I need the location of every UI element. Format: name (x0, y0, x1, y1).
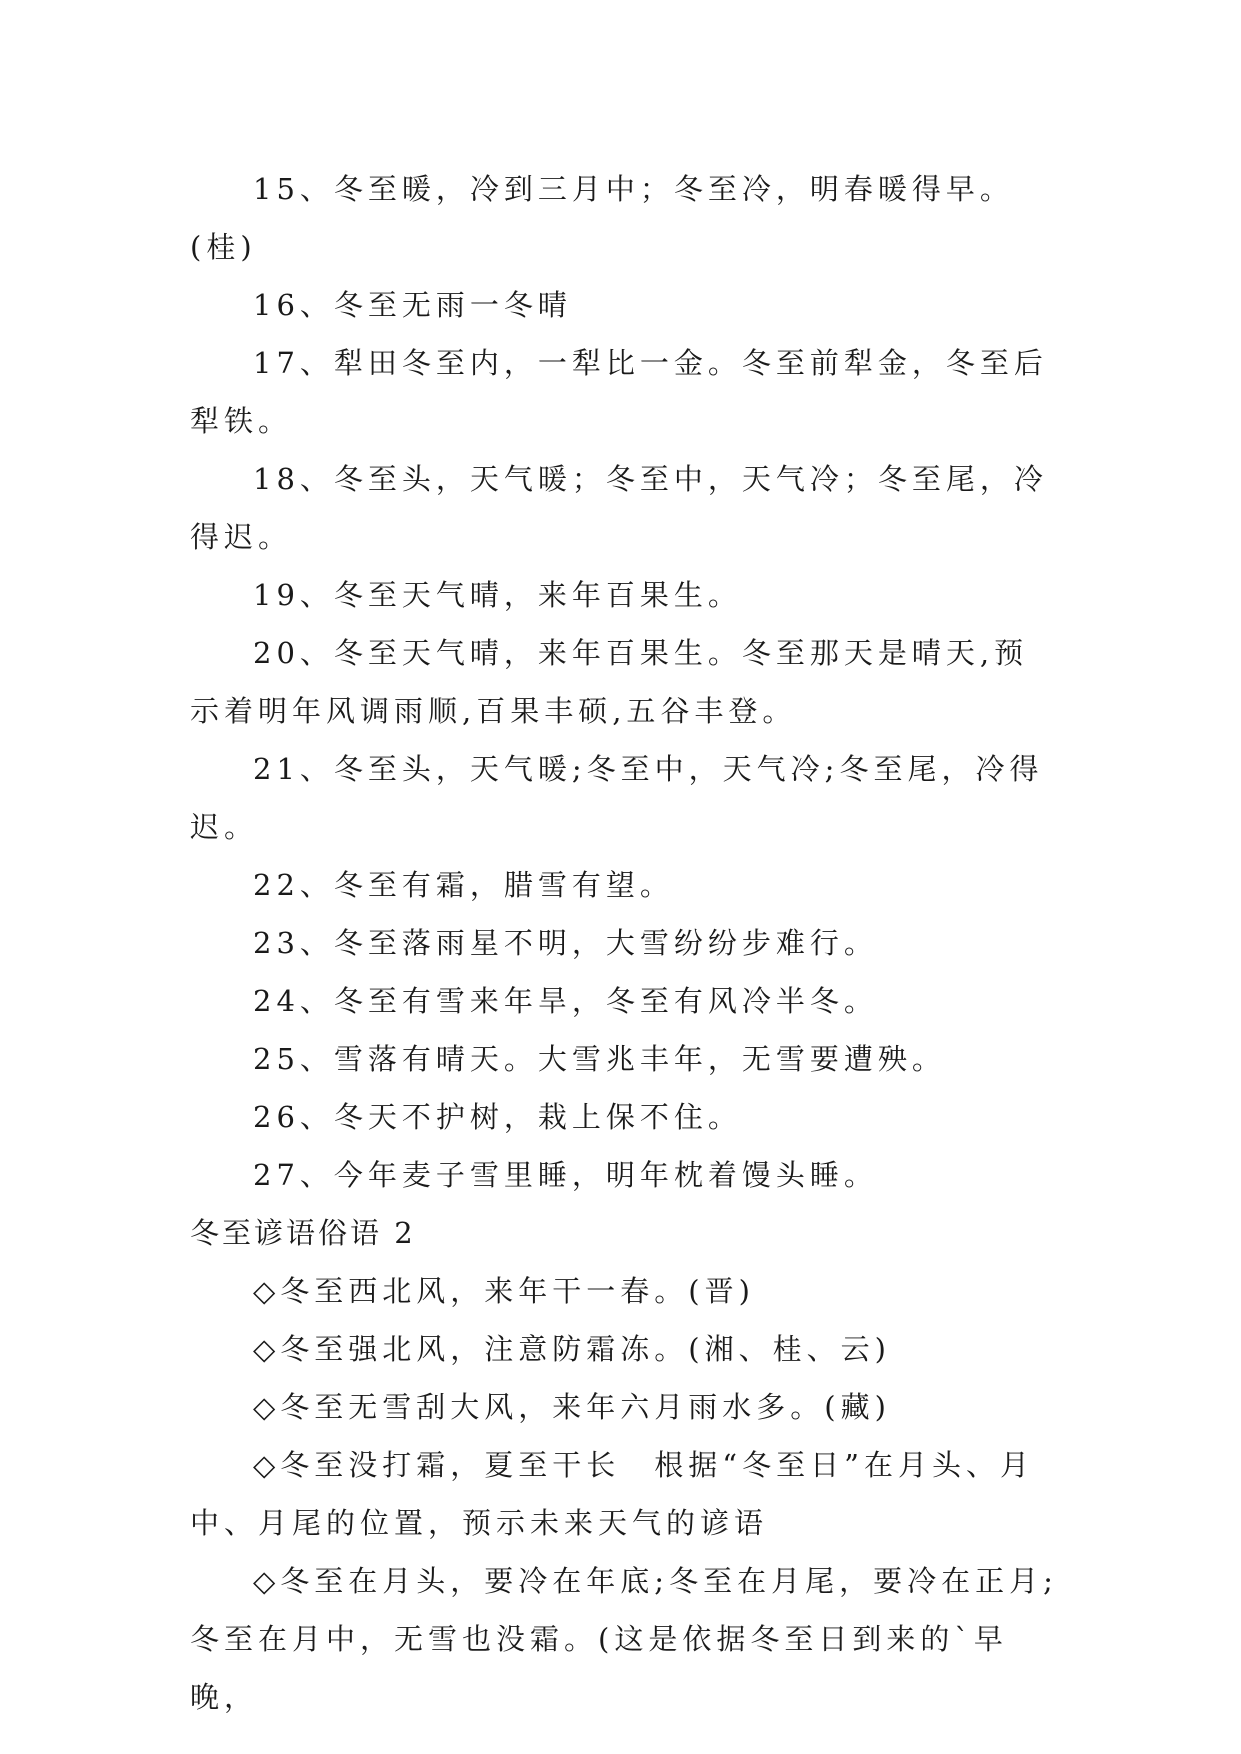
proverb-paragraph: 27、今年麦子雪里睡，明年枕着馒头睡。 (253, 1158, 878, 1192)
proverb-paragraph: 23、冬至落雨星不明，大雪纷纷步难行。 (253, 926, 878, 960)
proverb-paragraph: ◇冬至没打霜，夏至干长 根据“冬至日”在月头、月中、月尾的位置，预示未来天气的谚语 (190, 1448, 1034, 1540)
proverb-paragraph: ◇冬至在月头，要冷在年底;冬至在月尾，要冷在正月;冬至在月中，无雪也没霜。(这是依据冬至日到来的`早晚， (190, 1564, 1058, 1714)
proverb-paragraph: 19、冬至天气晴，来年百果生。 (253, 578, 742, 612)
proverb-paragraph: 16、冬至无雨一冬晴 (253, 288, 572, 322)
proverb-paragraph: 18、冬至头，天气暖；冬至中，天气冷；冬至尾，冷得迟。 (190, 462, 1048, 554)
proverb-paragraph: 20、冬至天气晴，来年百果生。冬至那天是晴天,预示着明年风调雨顺,百果丰硕,五谷丰登。 (190, 636, 1029, 728)
proverb-paragraph: 22、冬至有霜，腊雪有望。 (253, 868, 674, 902)
proverb-paragraph: 25、雪落有晴天。大雪兆丰年，无雪要遭殃。 (253, 1042, 946, 1076)
section-heading: 冬至谚语俗语 2 (190, 1216, 416, 1250)
proverb-paragraph: 21、冬至头，天气暖;冬至中，天气冷;冬至尾，冷得迟。 (190, 752, 1044, 844)
proverb-paragraph: 24、冬至有雪来年旱，冬至有风冷半冬。 (253, 984, 878, 1018)
proverb-paragraph: ◇冬至强北风，注意防霜冻。(湘、桂、云) (253, 1332, 891, 1366)
proverb-paragraph: 26、冬天不护树，栽上保不住。 (253, 1100, 742, 1134)
proverb-paragraph: 15、冬至暖，冷到三月中；冬至冷，明春暖得早。(桂) (190, 172, 1014, 264)
proverb-paragraph: ◇冬至西北风，来年干一春。(晋) (253, 1274, 755, 1308)
proverb-paragraph: ◇冬至无雪刮大风，来年六月雨水多。(藏) (253, 1390, 891, 1424)
proverb-paragraph: 17、犁田冬至内，一犁比一金。冬至前犁金，冬至后犁铁。 (190, 346, 1048, 438)
document-page (190, 160, 1060, 1726)
